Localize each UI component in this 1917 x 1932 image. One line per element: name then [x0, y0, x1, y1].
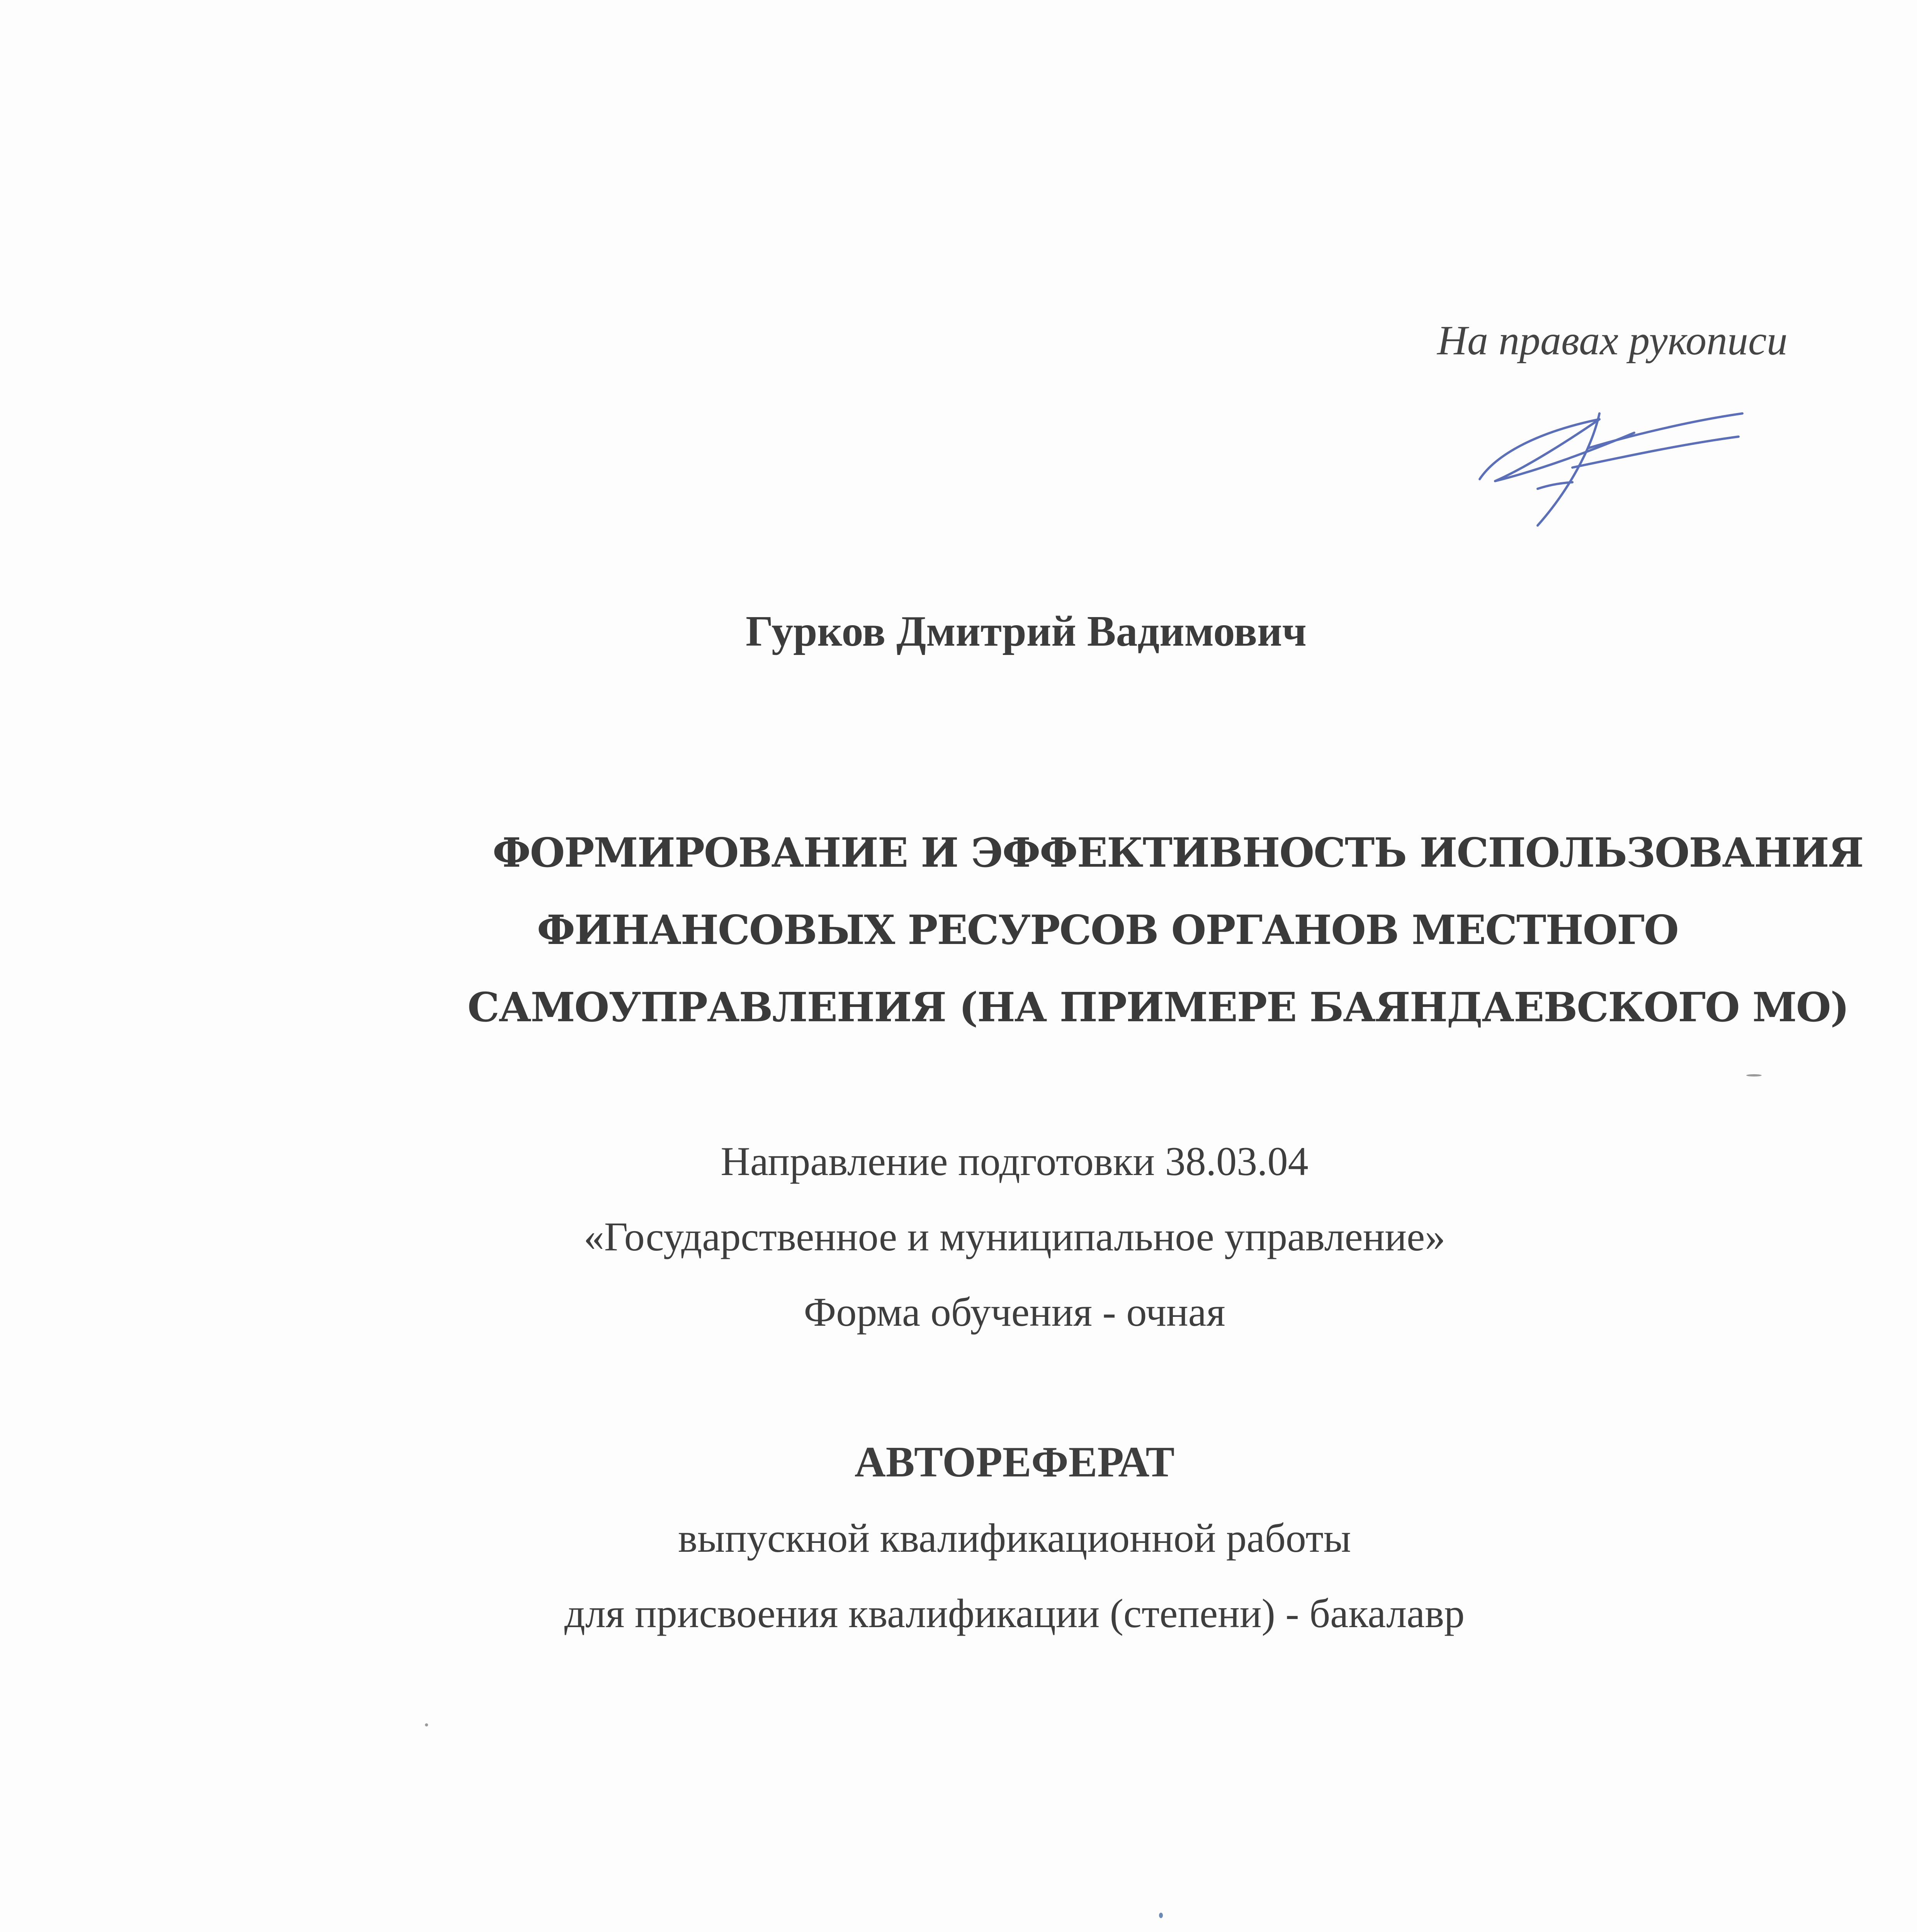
speck: [425, 1723, 428, 1726]
author-name: Гурков Дмитрий Вадимович: [746, 607, 1307, 655]
signature-icon: [1472, 390, 1750, 537]
work-type: выпускной квалификационной работы: [678, 1515, 1351, 1561]
qualification: для присвоения квалификации (степени) - бакалавр: [564, 1591, 1465, 1636]
title-line-1: ФОРМИРОВАНИЕ И ЭФФЕКТИВНОСТЬ ИСПОЛЬЗОВАНИЯ: [493, 829, 1863, 876]
speck: [1746, 1074, 1762, 1077]
study-form: Форма обучения - очная: [804, 1289, 1225, 1335]
abstract-label: АВТОРЕФЕРАТ: [854, 1438, 1175, 1486]
title-line-2: ФИНАНСОВЫХ РЕСУРСОВ ОРГАНОВ МЕСТНОГО: [537, 906, 1678, 954]
program-direction: Направление подготовки 38.03.04: [721, 1139, 1309, 1184]
manuscript-note: На правах рукописи: [1437, 318, 1788, 364]
program-name: «Государственное и муниципальное управление»: [583, 1214, 1446, 1259]
speck: [1159, 1913, 1163, 1918]
title-line-3: САМОУПРАВЛЕНИЯ (НА ПРИМЕРЕ БАЯНДАЕВСКОГО МО): [467, 983, 1849, 1031]
